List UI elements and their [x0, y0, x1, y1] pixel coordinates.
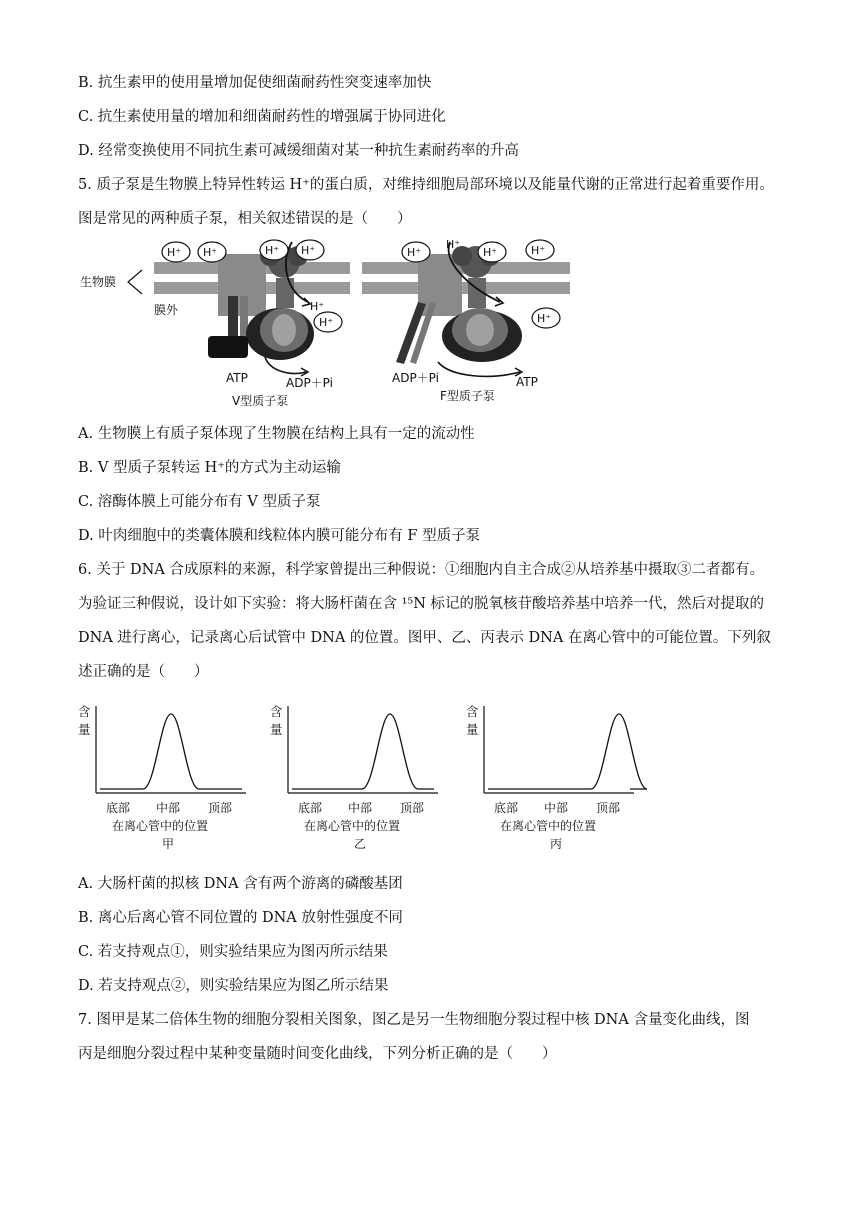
h-ion-icon	[296, 240, 324, 260]
peak-curve	[100, 714, 242, 789]
svg-text:H⁺: H⁺	[483, 246, 498, 259]
chart-name: 甲	[162, 837, 175, 851]
h-ion-icon	[402, 242, 430, 262]
option-b-q5: B. V 型质子泵转运 H⁺的方式为主动运输	[78, 460, 341, 476]
x-tick-label: 中部	[156, 801, 181, 815]
y-axis-label: 含	[78, 704, 91, 719]
outside-label: 膜外	[154, 303, 179, 317]
h-ion-icon	[260, 240, 288, 260]
x-tick-label: 顶部	[208, 801, 233, 815]
peak-curve	[292, 714, 434, 789]
chart-name: 丙	[550, 837, 563, 851]
question-6-stem-2: 为验证三种假说，设计如下实验：将大肠杆菌在含 ¹⁵N 标记的脱氧核苷酸培养基中培养一代，然后对提取的	[78, 596, 765, 612]
x-tick-label: 中部	[348, 801, 373, 815]
h-ion-icon	[478, 242, 506, 262]
h-ion-icon	[526, 240, 554, 260]
x-tick-label: 顶部	[596, 801, 621, 815]
f-atp-label: ATP	[516, 375, 538, 389]
svg-text:H⁺: H⁺	[265, 244, 280, 257]
question-6-stem-4: 述正确的是（ ）	[78, 664, 209, 680]
peak-curve	[488, 714, 647, 789]
dna-charts-figure	[70, 698, 680, 858]
svg-text:H⁺: H⁺	[531, 244, 546, 257]
v-atp-label: ATP	[226, 371, 248, 385]
x-tick-label: 底部	[494, 801, 519, 815]
svg-text:H⁺: H⁺	[407, 246, 422, 259]
question-6-stem-1: 6. 关于 DNA 合成原料的来源，科学家曾提出三种假说：①细胞内自主合成②从培养基中摄取③二者都有。	[78, 562, 764, 578]
h-ion-icon	[532, 308, 560, 328]
x-tick-label: 底部	[106, 801, 131, 815]
option-a-q6: A. 大肠杆菌的拟核 DNA 含有两个游离的磷酸基团	[78, 876, 403, 892]
x-tick-label: 中部	[544, 801, 569, 815]
y-axis-label: 量	[78, 722, 91, 737]
option-c-q5: C. 溶酶体膜上可能分布有 V 型质子泵	[78, 494, 321, 510]
option-b-q6: B. 离心后离心管不同位置的 DNA 放射性强度不同	[78, 910, 403, 926]
f-adp-label: ADP＋Pi	[392, 371, 439, 385]
x-axis-label: 在离心管中的位置	[500, 819, 597, 833]
v-adp-label: ADP＋Pi	[286, 376, 333, 390]
x-tick-label: 底部	[298, 801, 323, 815]
x-axis-label: 在离心管中的位置	[112, 819, 209, 833]
question-5-stem-2: 图是常见的两种质子泵，相关叙述错误的是（ ）	[78, 211, 412, 227]
chart-yi	[270, 704, 438, 851]
option-c-q4: C. 抗生素使用量的增加和细菌耐药性的增强属于协同进化	[78, 109, 446, 125]
option-d-q6: D. 若支持观点②，则实验结果应为图乙所示结果	[78, 978, 389, 994]
question-7-stem-2: 丙是细胞分裂过程中某种变量随时间变化曲线，下列分析正确的是（ ）	[78, 1046, 557, 1062]
svg-text:H⁺: H⁺	[319, 316, 334, 329]
svg-text:H⁺: H⁺	[167, 246, 182, 259]
h-ion-label: H⁺	[310, 300, 325, 313]
h-ion-icon	[198, 242, 226, 262]
option-b-q4: B. 抗生素甲的使用量增加促使细菌耐药性突变速率加快	[78, 75, 432, 91]
option-d-q4: D. 经常变换使用不同抗生素可减缓细菌对某一种抗生素耐药率的升高	[78, 143, 519, 159]
question-5-stem-1: 5. 质子泵是生物膜上特异性转运 H⁺的蛋白质，对维持细胞局部环境以及能量代谢的正常进行起着重要作用。	[78, 177, 774, 193]
y-axis-label: 含	[466, 704, 479, 719]
option-c-q6: C. 若支持观点①，则实验结果应为图丙所示结果	[78, 944, 388, 960]
option-d-q5: D. 叶肉细胞中的类囊体膜和线粒体内膜可能分布有 F 型质子泵	[78, 528, 481, 544]
svg-text:H⁺: H⁺	[537, 312, 552, 325]
svg-text:H⁺: H⁺	[301, 244, 316, 257]
proton-pump-figure	[70, 232, 570, 412]
f-pump-caption: F型质子泵	[440, 389, 495, 403]
chart-name: 乙	[354, 837, 367, 851]
y-axis-label: 量	[270, 722, 283, 737]
y-axis-label: 量	[466, 722, 479, 737]
membrane-label: 生物膜	[80, 275, 117, 289]
svg-text:H⁺: H⁺	[203, 246, 218, 259]
h-ion-icon	[314, 312, 342, 332]
chart-bing	[466, 704, 647, 851]
question-6-stem-3: DNA 进行离心，记录离心后试管中 DNA 的位置。图甲、乙、丙表示 DNA 在离心管中的可能位置。下列叙	[78, 630, 771, 646]
v-pump-caption: V型质子泵	[232, 394, 289, 408]
x-axis-label: 在离心管中的位置	[304, 819, 401, 833]
h-ion-label: H⁺	[446, 238, 461, 251]
x-tick-label: 顶部	[400, 801, 425, 815]
option-a-q5: A. 生物膜上有质子泵体现了生物膜在结构上具有一定的流动性	[78, 426, 475, 442]
h-ion-icon	[162, 242, 190, 262]
question-7-stem-1: 7. 图甲是某二倍体生物的细胞分裂相关图象，图乙是另一生物细胞分裂过程中核 DNA 含量变化曲线，图	[78, 1012, 750, 1028]
y-axis-label: 含	[270, 704, 283, 719]
chart-jia	[78, 704, 246, 851]
